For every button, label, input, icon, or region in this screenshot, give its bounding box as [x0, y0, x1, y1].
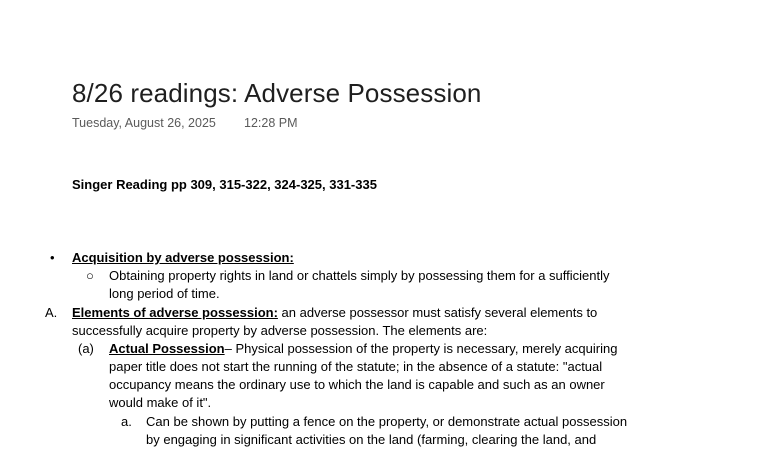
- item-marker: (a): [78, 341, 94, 356]
- section-line: [72, 304, 597, 322]
- sub-bullet-line: long period of time.: [109, 286, 220, 301]
- sub-bullet-marker: ○: [86, 268, 94, 283]
- section-marker: A.: [45, 305, 58, 320]
- bullet-marker: •: [50, 250, 55, 265]
- sub-bullet-line: Obtaining property rights in land or chattels simply by possessing them for a sufficiently: [109, 268, 610, 283]
- section-text: an adverse possessor must satisfy several elements to: [277, 305, 598, 320]
- item-line: [109, 340, 617, 358]
- section-line: successfully acquire property by adverse possession. The elements are:: [72, 323, 488, 338]
- item-line: paper title does not start the running of the statute; in the absence of a statute: "actual: [109, 359, 603, 374]
- item-heading: Actual Possession: [109, 341, 225, 356]
- page-title: 8/26 readings: Adverse Possession: [72, 78, 482, 108]
- page-time: 12:28 PM: [244, 116, 298, 130]
- subitem-marker: a.: [121, 414, 132, 429]
- item-line: would make of it".: [109, 395, 212, 410]
- item-line: occupancy means the ordinary use to which the land is capable and such as an owner: [109, 377, 605, 392]
- section-heading: Elements of adverse possession:: [72, 305, 278, 320]
- subitem-line: by engaging in significant activities on the land (farming, clearing the land, and: [146, 432, 597, 447]
- bullet-heading: Acquisition by adverse possession:: [72, 250, 294, 265]
- subitem-line: Can be shown by putting a fence on the property, or demonstrate actual possession: [146, 414, 628, 429]
- page-date: Tuesday, August 26, 2025: [72, 116, 216, 130]
- item-text: – Physical possession of the property is necessary, merely acquiring: [224, 341, 618, 356]
- reading-assignment: Singer Reading pp 309, 315-322, 324-325, 331-335: [72, 177, 377, 192]
